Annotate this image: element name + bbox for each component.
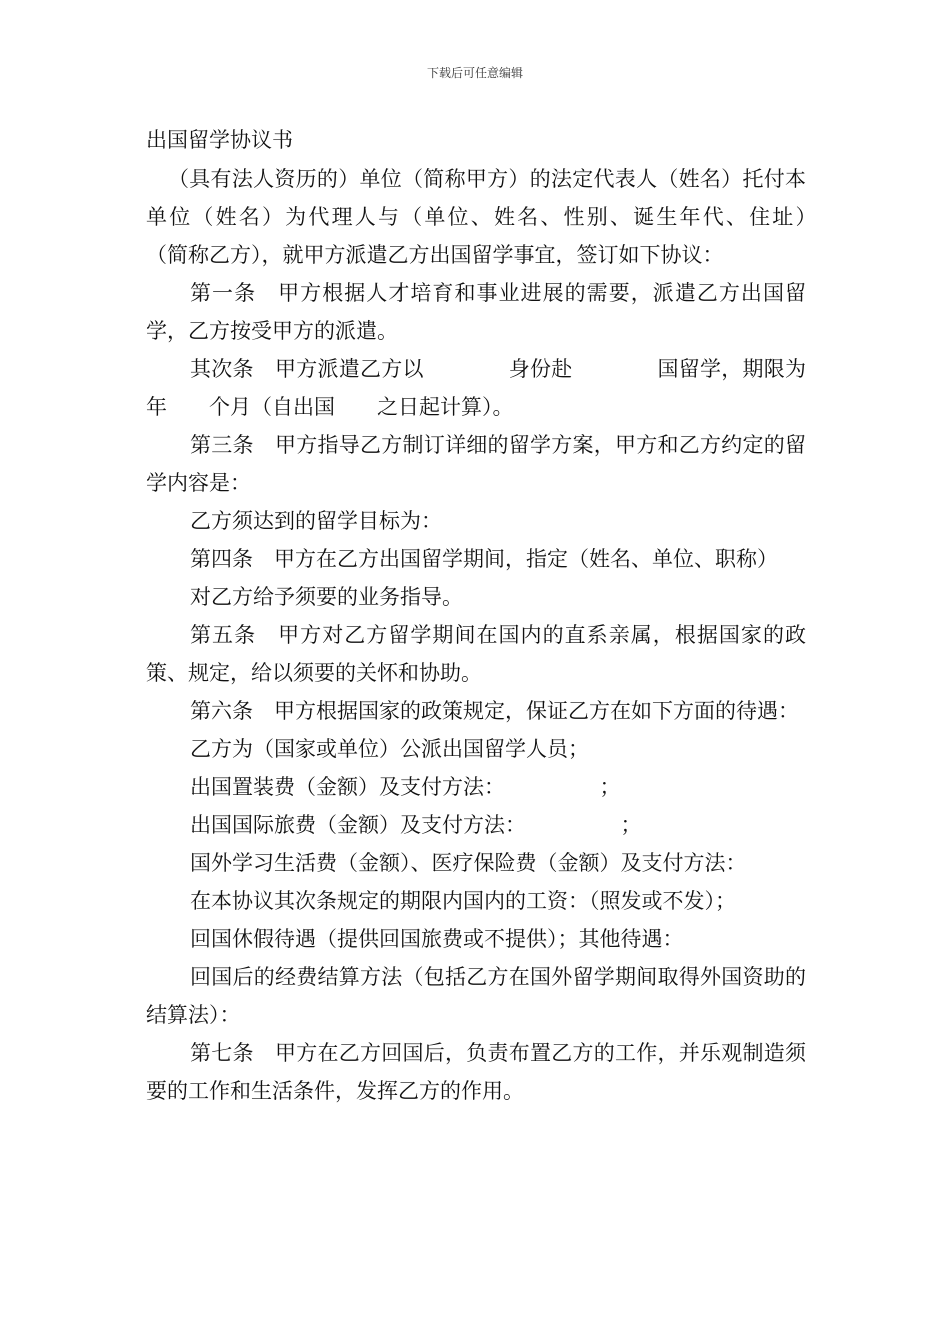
paragraph-intro: （具有法人资历的）单位（简称甲方）的法定代表人（姓名）托付本单位（姓名）为代理人与（单位、姓名、性别、诞生年代、住址） （简称乙方），就甲方派遣乙方出国留学事宜，签订如下协议： <box>146 167 911 267</box>
paragraph-item-outfit: 出国置装费（金额）及支付方法： ； <box>190 775 621 799</box>
paragraph-article-4: 第四条 甲方在乙方出国留学期间，指定（姓名、单位、职称） <box>190 547 778 571</box>
page-header: 下载后可任意编辑 <box>426 66 523 80</box>
paragraph-article-1: 第一条 甲方根据人才培育和事业进展的需要，派遣乙方出国留学，乙方按受甲方的派遣。 <box>146 281 806 343</box>
paragraph-item-settlement: 回国后的经费结算方法（包括乙方在国外留学期间取得外国资助的结算法）： <box>146 965 806 1027</box>
paragraph-item-travel: 出国国际旅费（金额）及支付方法： ； <box>190 813 642 837</box>
paragraph-item-living: 国外学习生活费（金额）、医疗保险费（金额）及支付方法： <box>190 851 747 875</box>
paragraph-article-3: 第三条 甲方指导乙方制订详细的留学方案，甲方和乙方约定的留学内容是： <box>146 433 806 495</box>
document-body <box>146 160 911 1110</box>
document-title: 出国留学协议书 <box>146 128 293 152</box>
paragraph-study-goal: 乙方须达到的留学目标为： <box>190 509 442 533</box>
paragraph-item-salary: 在本协议其次条规定的期限内国内的工资：（照发或不发）； <box>190 889 736 913</box>
paragraph-article-6: 第六条 甲方根据国家的政策规定，保证乙方在如下方面的待遇： <box>190 699 799 723</box>
paragraph-item-status: 乙方为（国家或单位）公派出国留学人员； <box>190 737 589 761</box>
paragraph-article-7: 第七条 甲方在乙方回国后，负责布置乙方的工作，并乐观制造须要的工作和生活条件，发挥乙方的作用。 <box>146 1041 806 1103</box>
paragraph-guidance: 对乙方给予须要的业务指导。 <box>190 585 463 609</box>
paragraph-article-5: 第五条 甲方对乙方留学期间在国内的直系亲属，根据国家的政策、规定，给以须要的关怀和协助。 <box>146 623 806 685</box>
paragraph-item-vacation: 回国休假待遇（提供回国旅费或不提供）；其他待遇： <box>190 927 684 951</box>
paragraph-article-2: 其次条 甲方派遣乙方以 身份赴 国留学，期限为年 个月（自出国 之日起计算）。 <box>146 357 806 419</box>
